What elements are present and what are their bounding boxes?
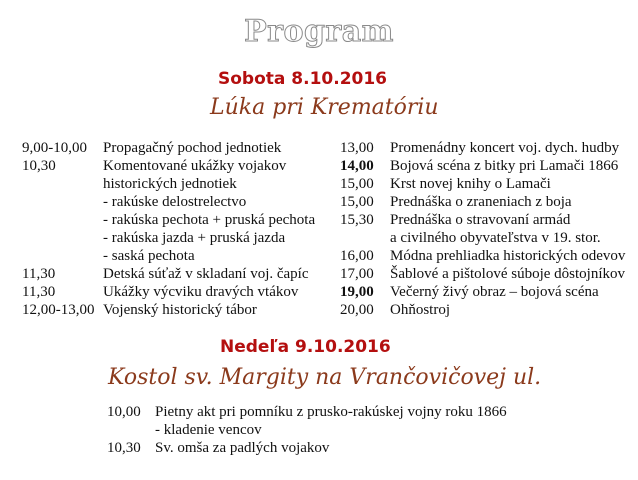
schedule-text: Komentované ukážky vojakov bbox=[103, 158, 287, 174]
schedule-row bbox=[0, 247, 638, 265]
schedule-time: 17,00 bbox=[340, 266, 374, 282]
schedule-text: historických jednotiek bbox=[103, 176, 237, 192]
saturday-venue: Lúka pri Krematóriu bbox=[210, 95, 439, 120]
schedule-time: 15,00 bbox=[340, 194, 374, 210]
schedule-text: Promenádny koncert voj. dych. hudby bbox=[390, 140, 620, 156]
schedule-text: Detská súťaž v skladaní voj. čapíc bbox=[103, 266, 309, 282]
schedule-row bbox=[0, 175, 638, 193]
schedule-time: 20,00 bbox=[340, 302, 374, 318]
sunday-venue: Kostol sv. Margity na Vrančovičovej ul. bbox=[108, 365, 542, 390]
schedule-row bbox=[0, 301, 638, 319]
schedule-text: - rakúska pechota + pruská pechota bbox=[103, 212, 316, 228]
schedule-text: Vojenský historický tábor bbox=[103, 302, 257, 318]
schedule-text: Šablové a pištolové súboje dôstojníkov bbox=[390, 266, 625, 282]
schedule-row bbox=[0, 193, 638, 211]
schedule-text: a civilného obyvateľstva v 19. stor. bbox=[390, 230, 601, 246]
schedule-row bbox=[0, 439, 600, 457]
schedule-row bbox=[0, 211, 638, 229]
schedule-row bbox=[0, 283, 638, 301]
schedule-text: Bojová scéna z bitky pri Lamači 1866 bbox=[390, 158, 619, 174]
schedule-time: 14,00 bbox=[340, 158, 374, 174]
schedule-row bbox=[0, 421, 600, 439]
schedule-time: 16,00 bbox=[340, 248, 374, 264]
schedule-time: 13,00 bbox=[340, 140, 374, 156]
schedule-row bbox=[0, 265, 638, 283]
schedule-text: Večerný živý obraz – bojová scéna bbox=[390, 284, 599, 300]
schedule-time: 11,30 bbox=[22, 266, 56, 282]
schedule-time: 10,30 bbox=[22, 158, 56, 174]
schedule-row bbox=[0, 229, 638, 247]
schedule-text: Krst novej knihy o Lamači bbox=[390, 176, 551, 192]
schedule-row bbox=[0, 403, 600, 421]
schedule-time: 15,30 bbox=[340, 212, 374, 228]
schedule-text: Sv. omša za padlých vojakov bbox=[155, 440, 330, 456]
schedule-text: - saská pechota bbox=[103, 248, 195, 264]
schedule-time: 10,30 bbox=[107, 440, 141, 456]
schedule-time: 15,00 bbox=[340, 176, 374, 192]
schedule-text: - rakúska jazda + pruská jazda bbox=[103, 230, 286, 246]
schedule-text: Propagačný pochod jednotiek bbox=[103, 140, 282, 156]
saturday-heading: Sobota 8.10.2016 bbox=[218, 69, 388, 89]
schedule-text: Ohňostroj bbox=[390, 302, 450, 318]
schedule-time: 12,00-13,00 bbox=[22, 302, 95, 318]
schedule-time: 11,30 bbox=[22, 284, 56, 300]
schedule-row bbox=[0, 139, 638, 157]
sunday-heading: Nedeľa 9.10.2016 bbox=[220, 337, 391, 357]
schedule-row bbox=[0, 157, 638, 175]
schedule-time: 9,00-10,00 bbox=[22, 140, 87, 156]
schedule-text: Módna prehliadka historických odevov bbox=[390, 248, 626, 264]
page-title: Program bbox=[244, 14, 394, 49]
schedule-text: - rakúske delostrelectvo bbox=[103, 194, 247, 210]
schedule-text: Prednáška o stravovaní armád bbox=[390, 212, 571, 228]
schedule-text: Ukážky výcviku dravých vtákov bbox=[103, 284, 299, 300]
schedule-time: 19,00 bbox=[340, 284, 374, 300]
schedule-time: 10,00 bbox=[107, 404, 141, 420]
schedule-text: - kladenie vencov bbox=[155, 422, 262, 438]
schedule-text: Prednáška o zraneniach z boja bbox=[390, 194, 572, 210]
schedule-text: Pietny akt pri pomníku z prusko-rakúskej vojny roku 1866 bbox=[155, 404, 507, 420]
